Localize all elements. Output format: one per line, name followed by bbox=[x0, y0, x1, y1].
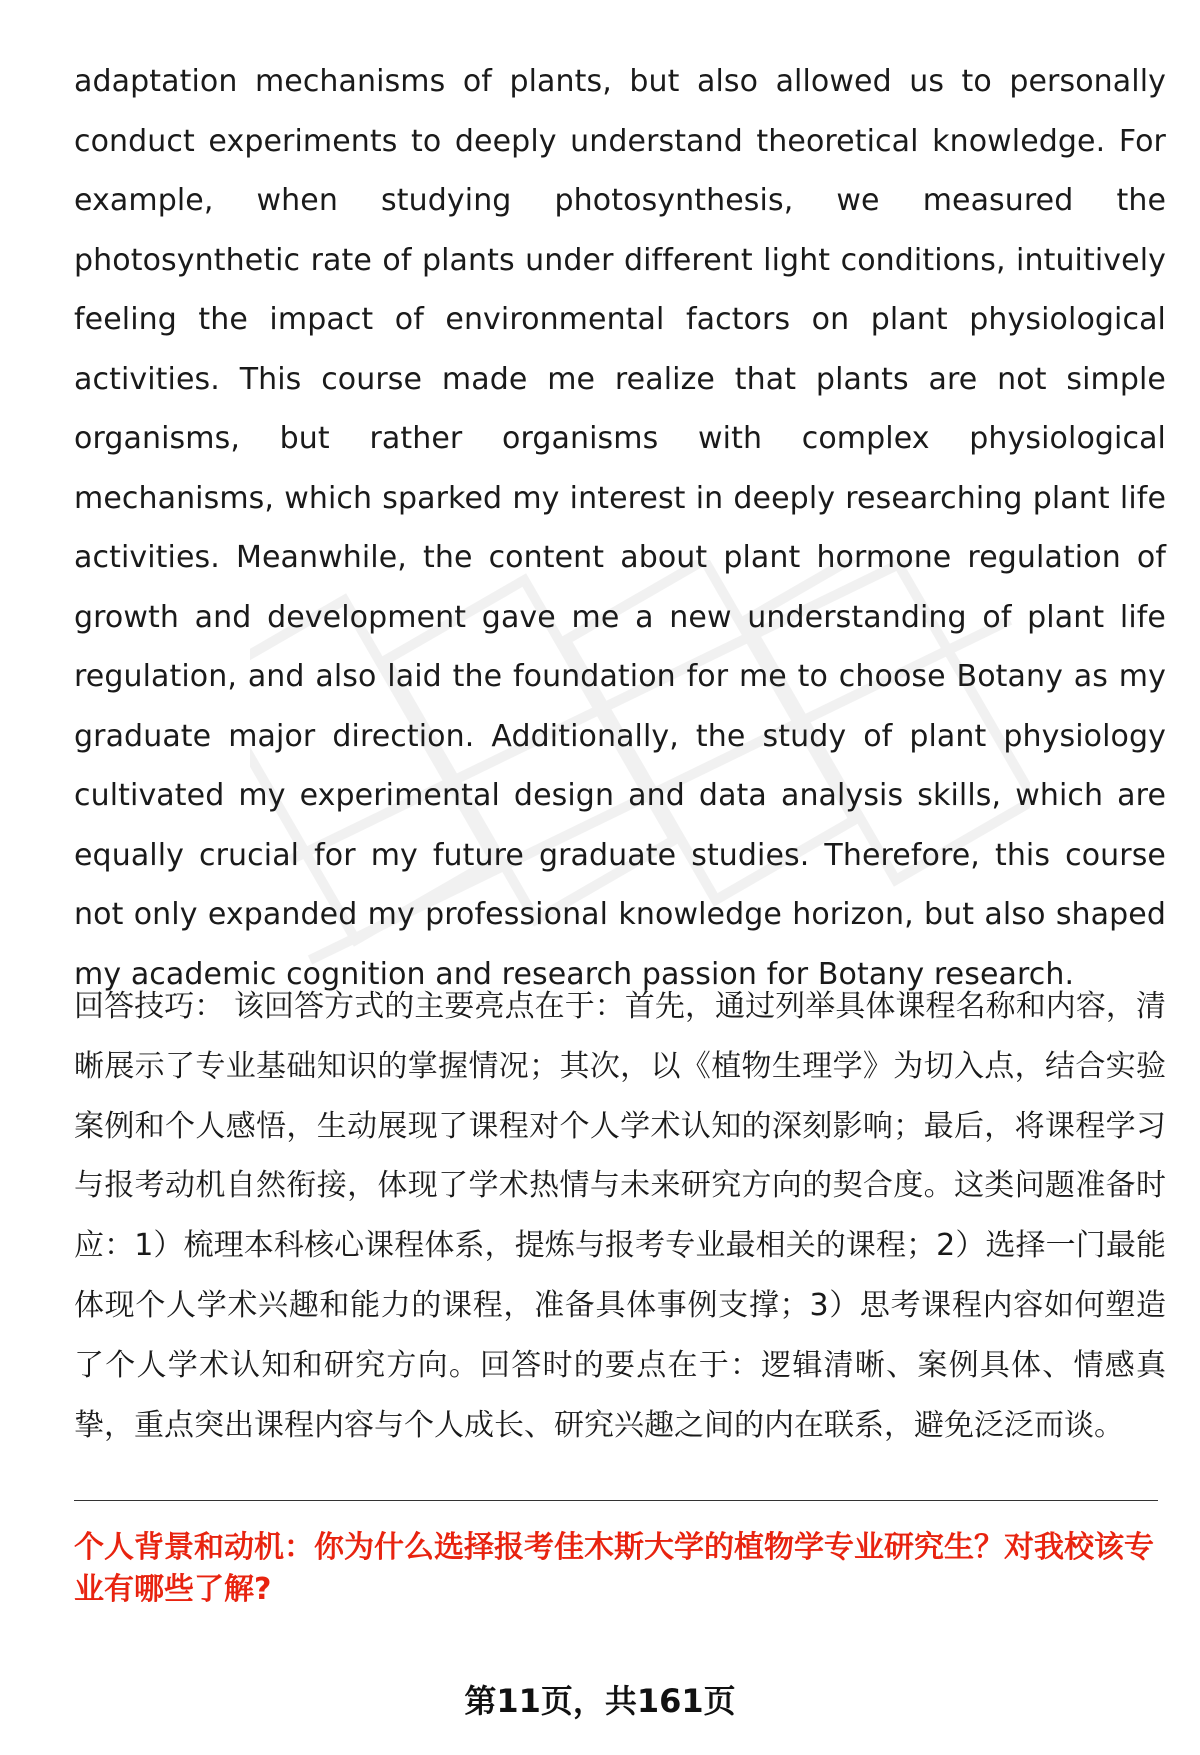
section-divider bbox=[74, 1500, 1158, 1501]
answer-paragraph: adaptation mechanisms of plants, but also allowed us to personally conduct experiments to deeply understand theoretical knowledge. For example, when studying photosynthesis, we measured the photosynthetic rate of plants under different light conditions, intuitively feeling the impact of environmental factors on plant physiological activities. This course made me realize that plants are not simple organisms, but rather organisms with complex physiological mechanisms, which sparked my interest in deeply researching plant life activities. Meanwhile, the content about plant hormone regulation of growth and development gave me a new understanding of plant life regulation, and also laid the foundation for me to choose Botany as my graduate major direction. Additionally, the study of plant physiology cultivated my experimental design and data analysis skills, which are equally crucial for my future graduate studies. Therefore, this course not only expanded my professional knowledge horizon, but also shaped my academic cognition and research passion for Botany research. bbox=[74, 64, 1166, 992]
question-heading: 个人背景和动机：你为什么选择报考佳木斯大学的植物学专业研究生？对我校该专业有哪些了解? bbox=[74, 1530, 1154, 1607]
tips-label: 回答技巧： bbox=[74, 989, 225, 1024]
tips-text: 该回答方式的主要亮点在于：首先，通过列举具体课程名称和内容，清晰展示了专业基础知识的掌握情况；其次，以《植物生理学》为切入点，结合实验案例和个人感悟，生动展现了课程对个人学术认知的深刻影响；最后，将课程学习与报考动机自然衔接，体现了学术热情与未来研究方向的契合度。这类问题准备时应：1）梳理本科核心课程体系，提炼与报考专业最相关的课程；2）选择一门最能体现个人学术兴趣和能力的课程，准备具体事例支撑；3）思考课程内容如何塑造了个人学术认知和研究方向。回答时的要点在于：逻辑清晰、案例具体、情感真挚，重点突出课程内容与个人成长、研究兴趣之间的内在联系，避免泛泛而谈。 bbox=[74, 989, 1166, 1443]
answer-tips bbox=[74, 977, 1166, 1455]
page-number: 第11页，共161页 bbox=[464, 1682, 736, 1720]
